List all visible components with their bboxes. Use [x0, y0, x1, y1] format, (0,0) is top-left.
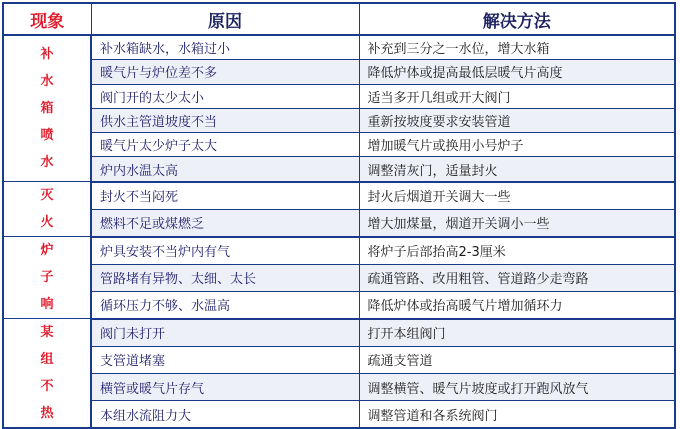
- header-phenomenon: 现象: [3, 3, 91, 35]
- phenomenon-stove-noise: [3, 237, 91, 319]
- solution-cell: 调整管道和各系统阀门: [359, 401, 675, 429]
- table-row: [3, 157, 675, 182]
- cause-cell: 阀门开的太少太小: [91, 84, 359, 108]
- phenomenon-char: 补: [40, 47, 54, 63]
- solution-cell: 调整清灰门，适量封火: [359, 157, 675, 182]
- cause-cell: 炉具安装不当炉内有气: [91, 237, 359, 265]
- phenomenon-char: 某: [40, 325, 54, 341]
- phenomenon-char: 水: [40, 155, 54, 171]
- cause-cell: 暖气片太少炉子太大: [91, 133, 359, 157]
- phenomenon-char: 组: [40, 352, 54, 368]
- phenomenon-char: 火: [40, 215, 54, 231]
- solution-cell: 封火后烟道开关调大一些: [359, 182, 675, 210]
- table-row: [3, 401, 675, 429]
- solution-cell: 降低炉体或抬高暖气片增加循环力: [359, 291, 675, 319]
- cause-cell: 横管或暖气片存气: [91, 374, 359, 401]
- cause-cell: 补水箱缺水，水箱过小: [91, 35, 359, 60]
- cause-cell: 本组水流阻力大: [91, 401, 359, 429]
- phenomenon-fire-out: [3, 182, 91, 237]
- phenomenon-char: 炉: [40, 243, 54, 259]
- table-row: [3, 84, 675, 108]
- table-row: [3, 133, 675, 157]
- cause-cell: 管路堵有异物、太细、太长: [91, 264, 359, 291]
- phenomenon-char: 不: [40, 379, 54, 395]
- phenomenon-char: 箱: [40, 101, 54, 117]
- phenomenon-char: 灭: [40, 188, 54, 204]
- table-row: [3, 319, 675, 347]
- table-row: [3, 374, 675, 401]
- phenomenon-char: 水: [40, 74, 54, 90]
- troubleshooting-table: [2, 2, 676, 429]
- header-cause: 原因: [91, 3, 359, 35]
- solution-cell: 增加暖气片或换用小号炉子: [359, 133, 675, 157]
- table-row: [3, 291, 675, 319]
- phenomenon-water-tank-spray: [3, 35, 91, 182]
- table-row: [3, 237, 675, 265]
- table-row: [3, 209, 675, 237]
- table-row: [3, 346, 675, 373]
- solution-cell: 疏通管路、改用粗管、管道路少走弯路: [359, 264, 675, 291]
- phenomenon-char: 热: [40, 406, 54, 422]
- solution-cell: 增大加煤量，烟道开关调小一些: [359, 209, 675, 237]
- solution-cell: 调整横管、暖气片坡度或打开跑风放气: [359, 374, 675, 401]
- phenomenon-char: 响: [40, 297, 54, 313]
- solution-cell: 补充到三分之一水位，增大水箱: [359, 35, 675, 60]
- cause-cell: 封火不当闷死: [91, 182, 359, 210]
- table-row: [3, 182, 675, 210]
- table-row: [3, 264, 675, 291]
- solution-cell: 打开本组阀门: [359, 319, 675, 347]
- cause-cell: 暖气片与炉位差不多: [91, 60, 359, 84]
- solution-cell: 将炉子后部抬高2-3厘米: [359, 237, 675, 265]
- solution-cell: 降低炉体或提高最低层暖气片高度: [359, 60, 675, 84]
- phenomenon-char: 子: [40, 270, 54, 286]
- cause-cell: 阀门未打开: [91, 319, 359, 347]
- solution-cell: 疏通支管道: [359, 346, 675, 373]
- table-row: [3, 108, 675, 132]
- cause-cell: 循环压力不够、水温高: [91, 291, 359, 319]
- header-solution: 解决方法: [359, 3, 675, 35]
- header-row: [3, 3, 675, 35]
- cause-cell: 燃料不足或煤燃乏: [91, 209, 359, 237]
- solution-cell: 重新按坡度要求安装管道: [359, 108, 675, 132]
- table-row: [3, 60, 675, 84]
- cause-cell: 炉内水温太高: [91, 157, 359, 182]
- cause-cell: 支管道堵塞: [91, 346, 359, 373]
- phenomenon-char: 喷: [40, 128, 54, 144]
- solution-cell: 适当多开几组或开大阀门: [359, 84, 675, 108]
- table-row: [3, 35, 675, 60]
- cause-cell: 供水主管道坡度不当: [91, 108, 359, 132]
